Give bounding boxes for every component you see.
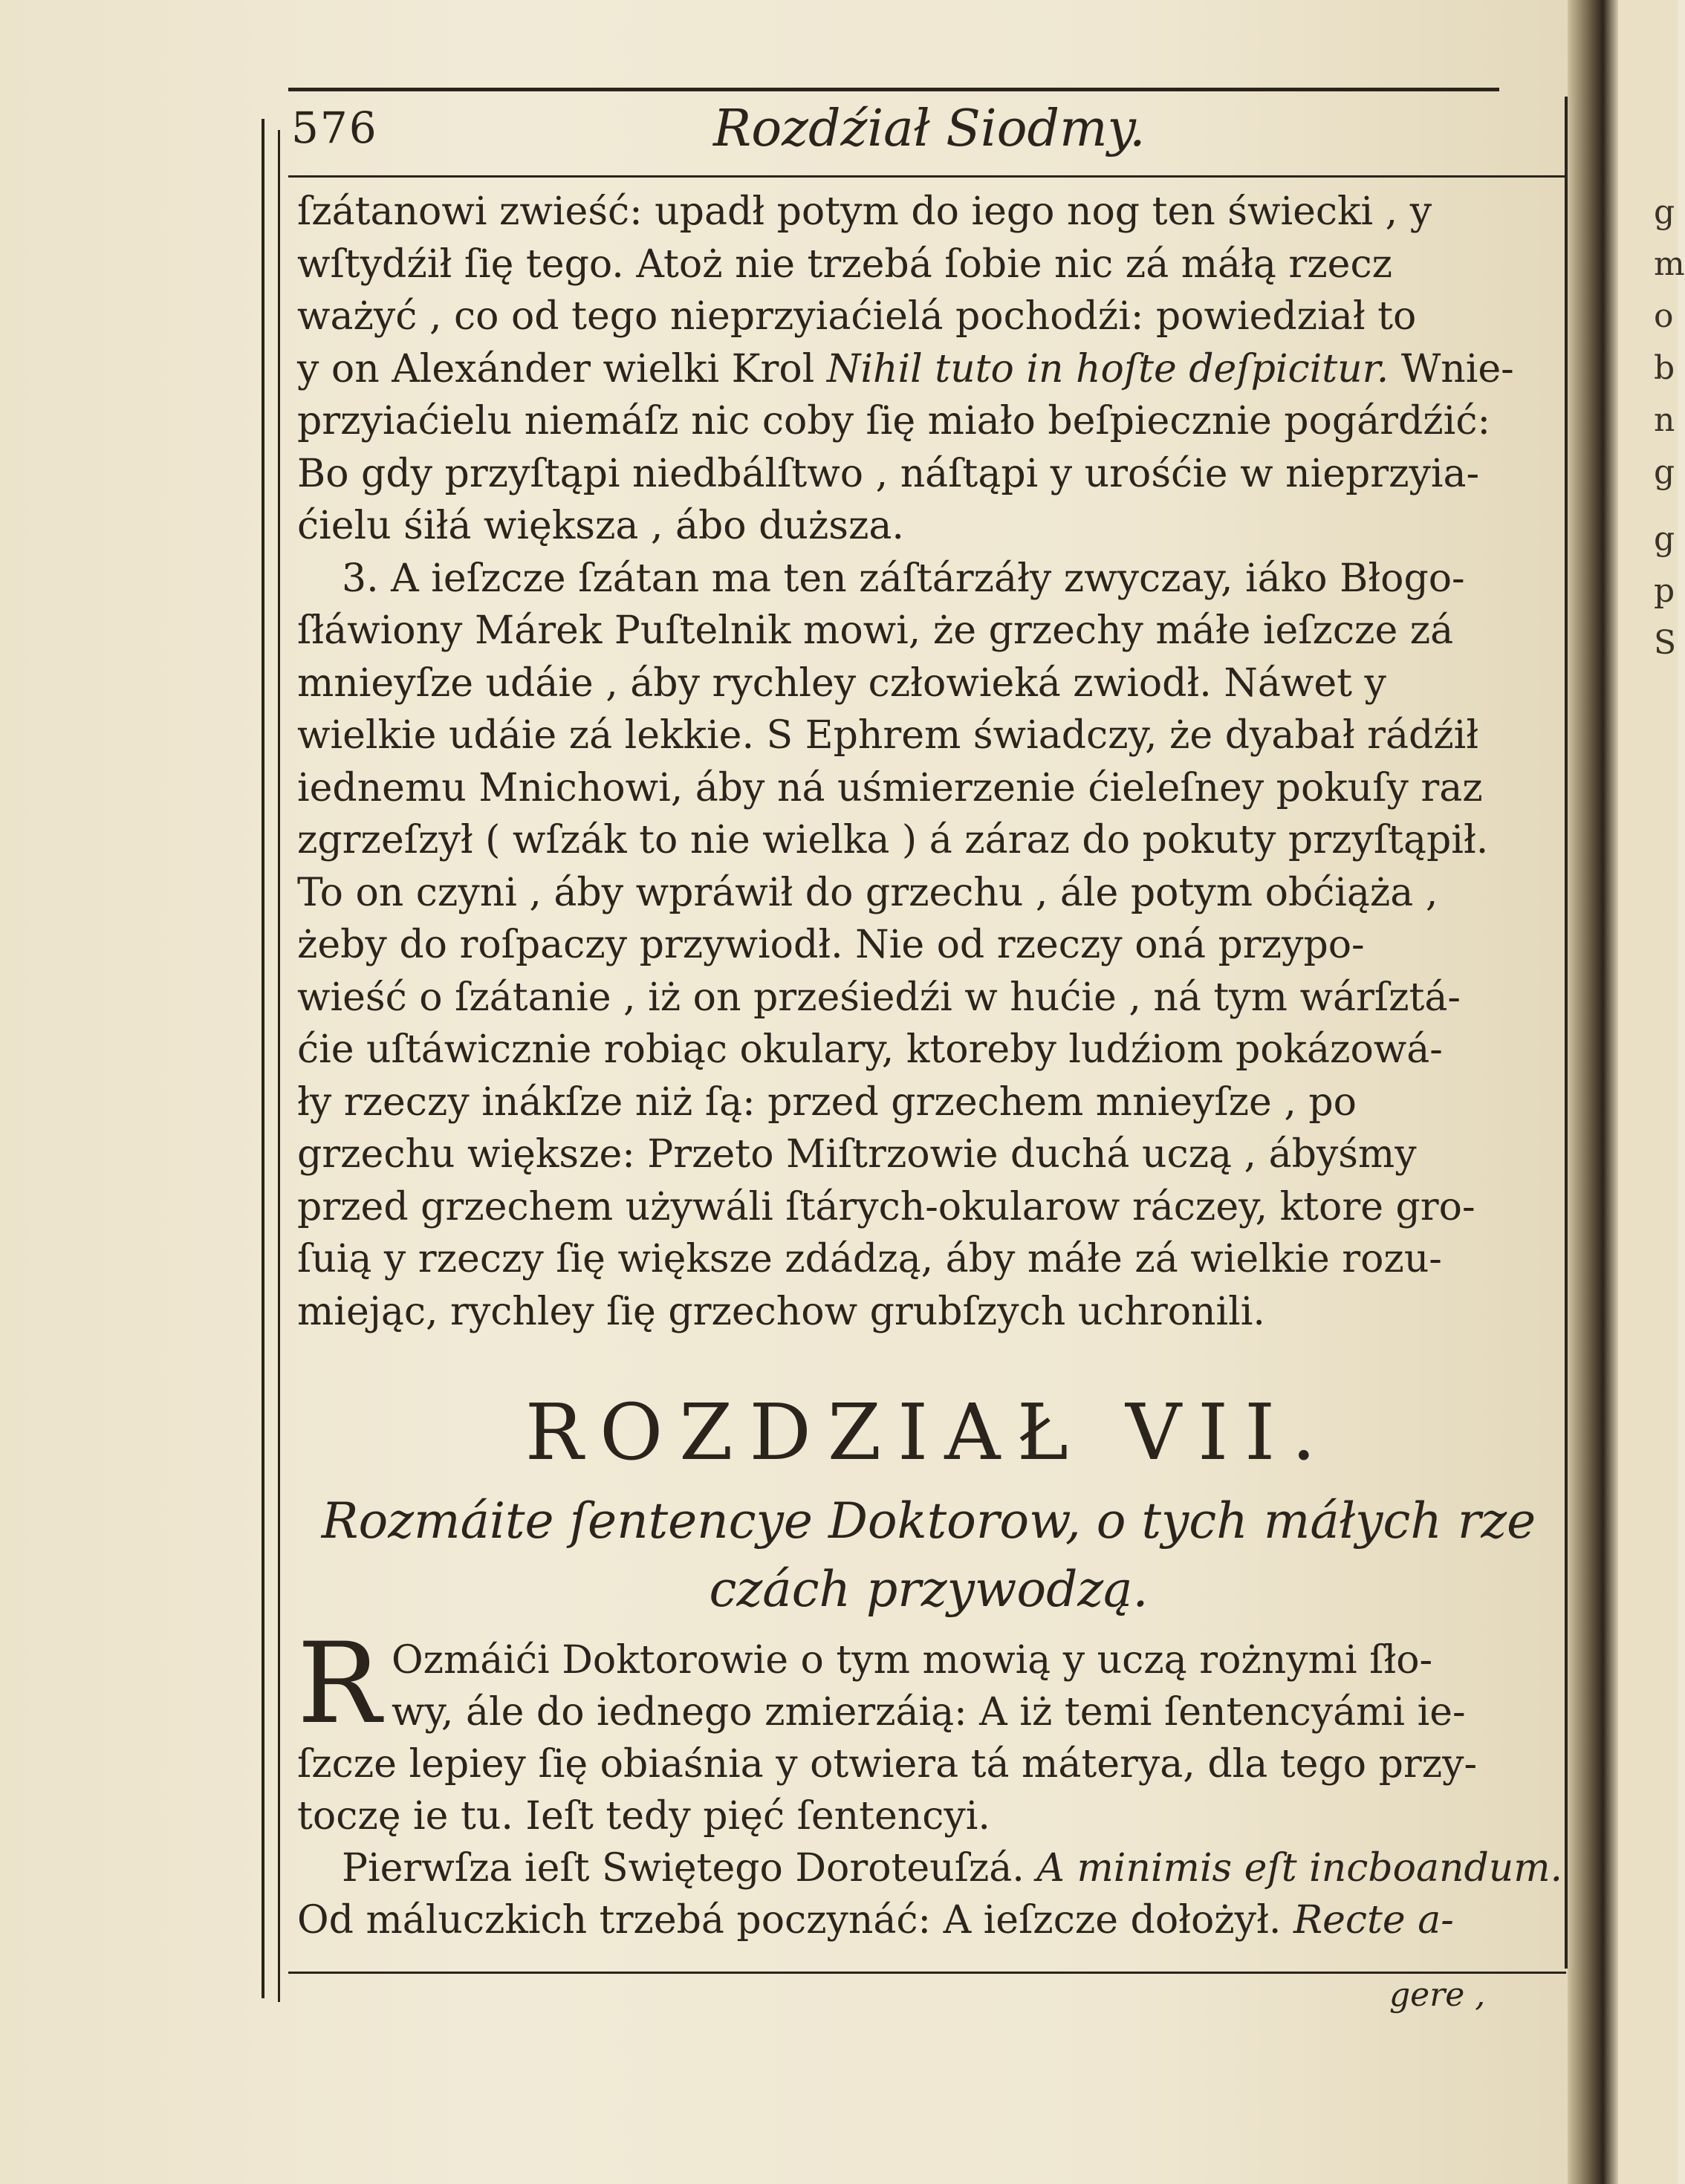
text-line: 3. A ieſzcze ſzátan ma ten záſtárzáły zwyczay, iáko Błogo- (342, 556, 1465, 601)
text-line: przed grzechem używáli ſtárych-okularow ráczey, ktore gro- (297, 1184, 1475, 1229)
text-fragment: Wnie- (1400, 346, 1514, 391)
text-line (297, 1842, 1563, 1894)
text-line: ſzátanowi zwieść: upadł potym do iego nog ten świecki , y (297, 189, 1432, 234)
chapter-body (297, 1619, 1563, 1946)
text-fragment: y on Alexánder wielki Krol (297, 346, 815, 391)
header-rule (288, 175, 1566, 178)
text-line (297, 343, 1560, 396)
latin-quote: A minimis eſt incboandum. (1036, 1846, 1563, 1891)
facing-fragment: p (1654, 572, 1675, 610)
drop-cap: R (297, 1619, 381, 1749)
text-line: wſtydźił ſię tego. Atoż nie trzebá ſobie nic zá máłą rzecz (297, 241, 1392, 287)
text-line: mnieyſze udáie , áby rychley człowieká zwiodł. Náwet y (297, 660, 1386, 706)
catchword: gere , (1389, 1976, 1486, 2014)
text-line: wy, ále do iednego zmierzáią: A iż temi ſentencyámi ie- (391, 1690, 1466, 1735)
facing-fragment: o (1654, 297, 1674, 335)
subtitle-line: Rozmáite ſentencye Doktorow, o tych máłych rze (321, 1492, 1536, 1550)
text-line: zgrzeſzył ( wſzák to nie wielka ) á záraz do pokuty przyſtąpił. (297, 818, 1489, 862)
text-line (297, 1894, 1560, 1946)
text-line: wielkie udáie zá lekkie. S Ephrem świadczy, że dyabał rádźił (297, 713, 1479, 758)
chapter-subtitle (297, 1487, 1560, 1624)
text-fragment: Od máluczkich trzebá poczynáć: A ieſzcze dołożył. (297, 1898, 1282, 1943)
left-frame-rule (262, 119, 264, 1998)
left-inner-rule (278, 130, 280, 2002)
text-line: ćielu śiłá większa , ábo duższa. (297, 504, 904, 548)
facing-fragment: g (1654, 453, 1675, 491)
text-line: wieść o ſzátanie , iż on prześiedźi w hućie , ná tym wárſztá- (297, 975, 1461, 1020)
right-frame-rule (1565, 97, 1568, 1969)
top-rule (288, 88, 1499, 91)
text-line: żeby do roſpaczy przywiodł. Nie od rzeczy oná przypo- (297, 923, 1365, 967)
text-fragment: Pierwſza ieſt Swiętego Doroteuſzá. (342, 1846, 1025, 1891)
facing-fragment: n (1654, 401, 1675, 439)
text-line: grzechu większe: Przeto Miſtrzowie duchá uczą , ábyśmy (297, 1132, 1417, 1177)
text-line: ſłáwiony Márek Puſtelnik mowi, że grzechy máłe ieſzcze zá (297, 608, 1454, 653)
body-text (297, 186, 1560, 1338)
facing-fragment: m (1654, 245, 1685, 283)
facing-page-edge (1618, 0, 1685, 2184)
latin-quote: Nihil tuto in hoſte deſpicitur. (826, 346, 1389, 391)
text-line: ſzcze lepiey ſię obiaśnia y otwiera tá máterya, dla tego przy- (297, 1742, 1478, 1787)
facing-fragment: b (1654, 349, 1675, 387)
text-line: toczę ie tu. Ieſt tedy pięć ſentencyi. (297, 1794, 990, 1839)
text-line: przyiaćielu niemáſz nic coby ſię miało beſpiecznie pogárdźić: (297, 399, 1490, 443)
text-line: ſuią y rzeczy ſię większe zdádzą, áby máłe zá wielkie rozu- (297, 1237, 1442, 1281)
facing-fragment: g (1654, 193, 1675, 231)
text-line: To on czyni , áby wpráwił do grzechu , ále potym obćiąża , (297, 870, 1438, 915)
text-line: ćie uſtáwicznie robiąc okulary, ktoreby ludźiom pokázowá- (297, 1027, 1443, 1072)
latin-quote: Recte a- (1293, 1898, 1454, 1943)
text-line: Bo gdy przyſtąpi niedbálſtwo , náſtąpi y urośćie w nieprzyia- (297, 451, 1480, 496)
text-line: miejąc, rychley ſię grzechow grubſzych uchronili. (297, 1289, 1265, 1334)
text-line: iednemu Mnichowi, áby ná uśmierzenie ćieleſney pokuſy raz (297, 765, 1483, 810)
bottom-rule (288, 1972, 1566, 1974)
running-head: Rozdźiał Siodmy. (713, 100, 1146, 158)
facing-fragment: g (1654, 520, 1675, 558)
text-line: ły rzeczy inákſze niż ſą: przed grzechem mnieyſze , po (297, 1079, 1357, 1125)
book-gutter (1568, 0, 1618, 2184)
chapter-title: ROZDZIAŁ VII. (525, 1387, 1333, 1478)
text-line: ważyć , co od tego nieprzyiaćielá pochodźi: powiedział to (297, 294, 1417, 339)
page-number: 576 (291, 103, 378, 153)
subtitle-line: czách przywodzą. (709, 1561, 1149, 1618)
facing-fragment: S (1654, 624, 1677, 662)
text-line: Ozmáići Doktorowie o tym mowią y uczą rożnymi ſło- (391, 1638, 1433, 1683)
